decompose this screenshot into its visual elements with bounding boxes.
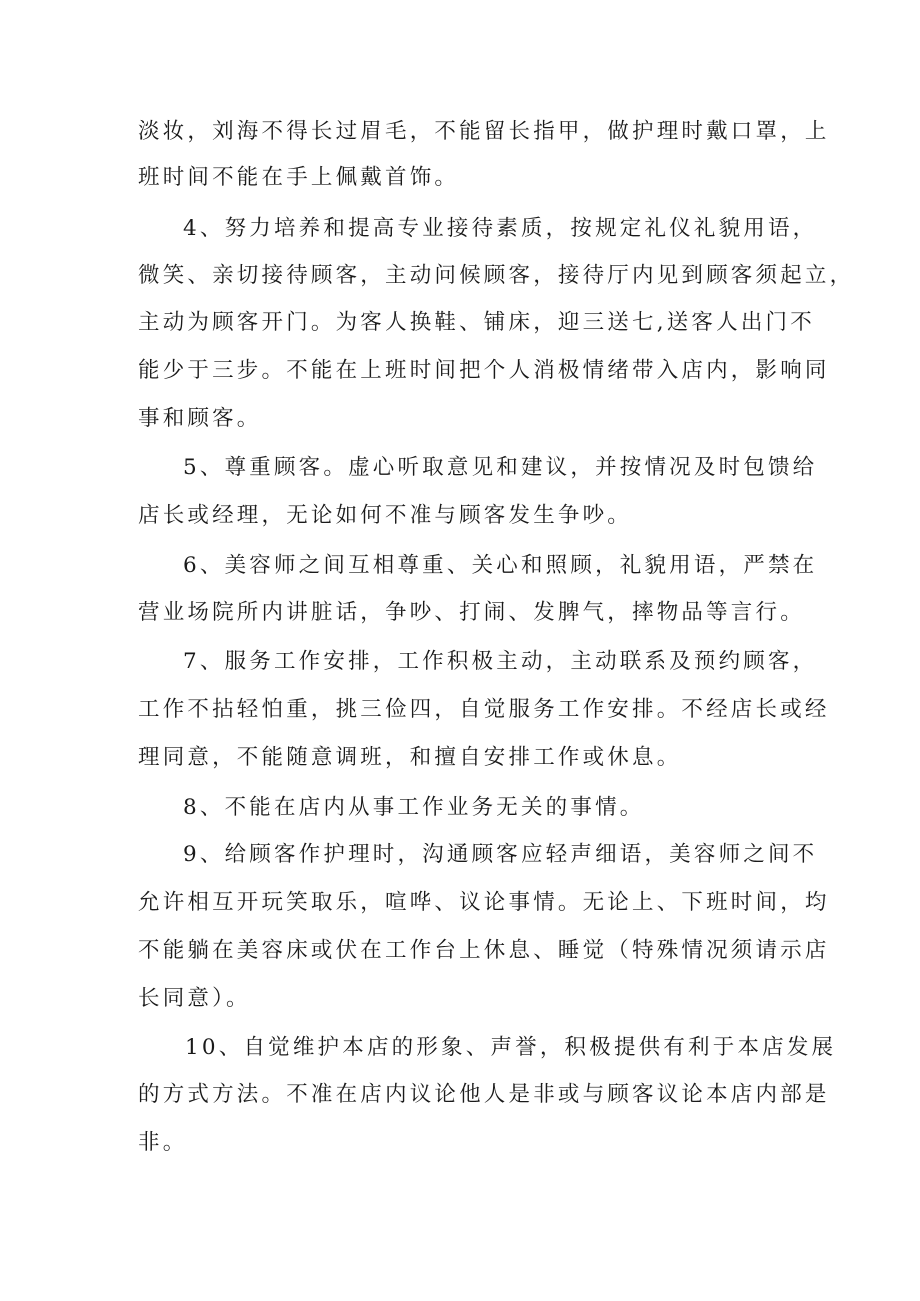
text-line: 事和顾客。 — [138, 406, 262, 431]
text-line: 店长或经理，无论如何不准与顾客发生争吵。 — [138, 503, 633, 528]
paragraph-5-start: 5、尊重顾客。虚心听取意见和建议，并按情况及时包馈给 — [183, 455, 818, 480]
text-line: 不能躺在美容床或伏在工作台上休息、睡觉（特殊情况须请示店 — [138, 938, 830, 963]
paragraph-9-start: 9、给顾客作护理时，沟通顾客应轻声细语，美容师之间不 — [183, 842, 818, 867]
text-line: 微笑、亲切接待顾客，主动问候顾客，接待厅内见到顾客须起立， — [138, 263, 855, 288]
text-line: 班时间不能在手上佩戴首饰。 — [138, 165, 460, 190]
text-line: 营业场院所内讲脏话，争吵、打闹、发脾气，摔物品等言行。 — [138, 600, 805, 625]
text-line: 工作不拈轻怕重，挑三俭四，自觉服务工作安排。不经店长或经 — [138, 697, 830, 722]
text-line: 淡妆，刘海不得长过眉毛，不能留长指甲，做护理时戴口罩，上 — [138, 119, 830, 144]
text-line: 能少于三步。不能在上班时间把个人消极情绪带入店内，影响同 — [138, 358, 830, 383]
text-line: 理同意，不能随意调班，和擅自安排工作或休息。 — [138, 745, 682, 770]
text-line: 主动为顾客开门。为客人换鞋、铺床，迎三送七,送客人出门不 — [138, 310, 815, 335]
text-line: 允许相互开玩笑取乐，喧哗、议论事情。无论上、下班时间，均 — [138, 890, 830, 915]
text-line: 长同意）。 — [138, 986, 251, 1011]
text-line: 的方式方法。不准在店内议论他人是非或与顾客议论本店内部是 — [138, 1082, 830, 1107]
paragraph-4-start: 4、努力培养和提高专业接待素质，按规定礼仪礼貌用语， — [183, 216, 818, 241]
paragraph-6-start: 6、美容师之间互相尊重、关心和照顾，礼貌用语，严禁在 — [183, 553, 818, 578]
text-line: 非。 — [138, 1130, 188, 1155]
paragraph-10-start: 10、自觉维护本店的形象、声誉，积极提供有利于本店发展 — [185, 1035, 837, 1060]
paragraph-7-start: 7、服务工作安排，工作积极主动，主动联系及预约顾客， — [183, 649, 818, 674]
paragraph-8-start: 8、不能在店内从事工作业务无关的事情。 — [183, 795, 645, 820]
